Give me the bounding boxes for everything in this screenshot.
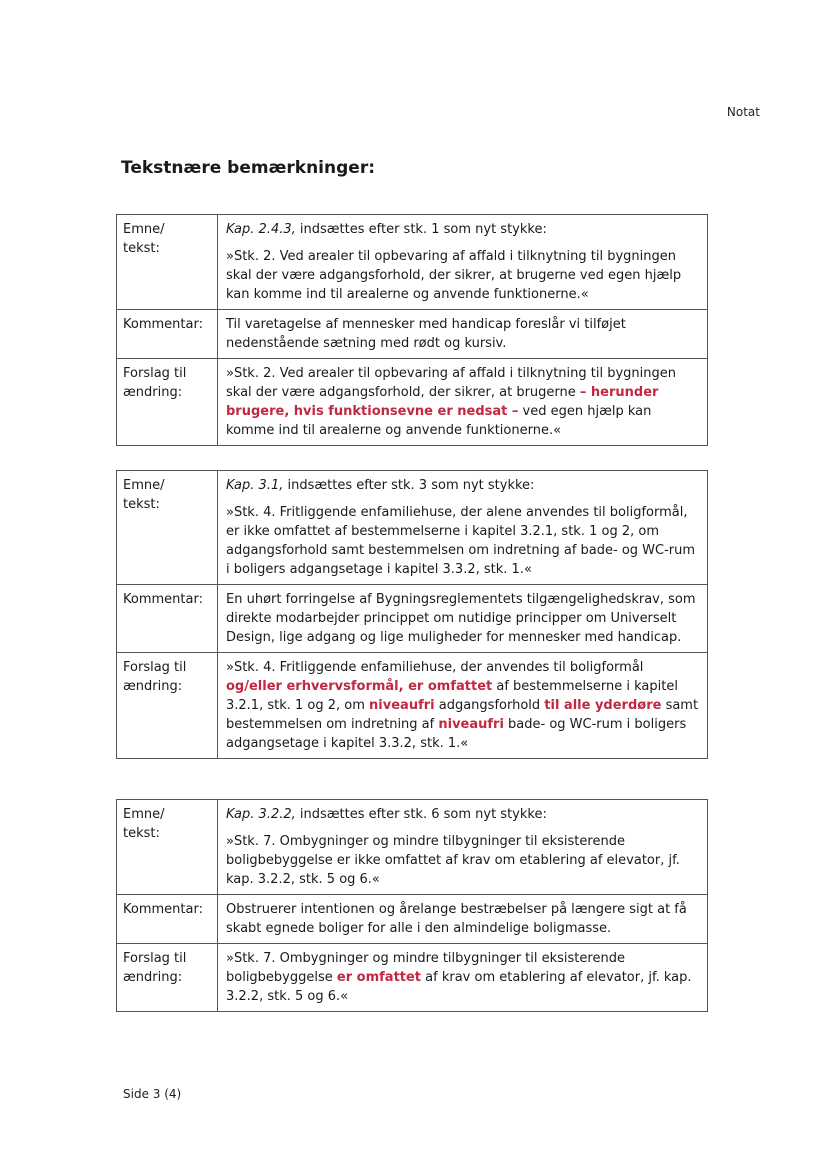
- forslag-segment: »Stk. 7. Ombygninger og mindre tilbygninger til eksisterende boligbebyggelse: [226, 951, 625, 985]
- forslag-text: [218, 944, 708, 1012]
- kommentar-label: Kommentar:: [117, 310, 218, 359]
- forslag-segment: »Stk. 4. Fritliggende enfamiliehuse, der anvendes til boligformål: [226, 660, 644, 675]
- header-note: Notat: [726, 105, 760, 119]
- forslag-label: Forslag til ændring:: [117, 359, 218, 446]
- emne-quote: »Stk. 2. Ved arealer til opbevaring af affald i tilknytning til bygningen skal der være adgangsforhold, der sikrer, at brugerne ved egen hjælp kan komme ind til arealerne og anvende funktionerne.«: [226, 249, 682, 302]
- highlighted-insertion: niveaufri: [369, 698, 435, 713]
- kommentar-text: Til varetagelse af mennesker med handicap foreslår vi tilføjet nedenstående sætning med rødt og kursiv.: [218, 310, 708, 359]
- highlighted-insertion: – herunder brugere, hvis funktionsevne er nedsat –: [226, 385, 659, 419]
- forslag-label: Forslag til ændring:: [117, 653, 218, 759]
- kommentar-label: Kommentar:: [117, 585, 218, 653]
- emne-label: Emne/ tekst:: [117, 215, 218, 310]
- remark-table: [116, 470, 708, 759]
- forslag-segment: adgangsforhold: [434, 698, 545, 713]
- forslag-segment: ved egen hjælp kan komme ind til arealerne og anvende funktionerne.«: [226, 404, 652, 438]
- emne-intro: indsættes efter stk. 1 som nyt stykke:: [295, 222, 547, 237]
- chapter-reference: Kap. 3.1,: [226, 478, 284, 493]
- emne-text: [218, 471, 708, 585]
- page-title: Tekstnære bemærkninger:: [121, 158, 375, 178]
- highlighted-insertion: og/eller erhvervsformål, er omfattet: [226, 679, 493, 694]
- kommentar-text: Obstruerer intentionen og årelange bestræbelser på længere sigt at få skabt egnede boliger for alle i den almindelige boligmasse.: [218, 895, 708, 944]
- kommentar-text: En uhørt forringelse af Bygningsreglementets tilgængelighedskrav, som direkte modarbejder princippet om nutidige principper om Universelt Design, lige adgang og lige muligheder for mennesker med handicap.: [218, 585, 708, 653]
- emne-label: Emne/ tekst:: [117, 800, 218, 895]
- emne-text: [218, 800, 708, 895]
- remark-table: [116, 214, 708, 446]
- remark-table: [116, 799, 708, 1012]
- highlighted-insertion: til alle yderdøre: [544, 698, 662, 713]
- emne-intro: indsættes efter stk. 3 som nyt stykke:: [283, 478, 535, 493]
- forslag-segment: af bestemmelserne i kapitel 3.2.1, stk. 1 og 2, om: [226, 679, 678, 713]
- forslag-segment: »Stk. 2. Ved arealer til opbevaring af affald i tilknytning til bygningen skal der være adgangsforhold, der sikrer, at brugerne: [226, 366, 677, 400]
- forslag-label: Forslag til ændring:: [117, 944, 218, 1012]
- emne-intro: indsættes efter stk. 6 som nyt stykke:: [295, 807, 547, 822]
- chapter-reference: Kap. 2.4.3,: [226, 222, 296, 237]
- forslag-segment: samt bestemmelsen om indretning af: [226, 698, 699, 732]
- forslag-text: [218, 359, 708, 446]
- emne-quote: »Stk. 4. Fritliggende enfamiliehuse, der alene anvendes til boligformål, er ikke omfattet af bestemmelserne i kapitel 3.2.1, stk. 1 og 2, om adgangsforhold samt bestemmelsen om indretning af bade- og WC-rum i boligers adgangsetage i kapitel 3.3.2, stk. 1.«: [226, 505, 696, 577]
- forslag-segment: af krav om etablering af elevator, jf. kap. 3.2.2, stk. 5 og 6.«: [226, 970, 692, 1004]
- highlighted-insertion: er omfattet: [336, 970, 422, 985]
- forslag-segment: bade- og WC-rum i boligers adgangsetage i kapitel 3.3.2, stk. 1.«: [226, 717, 687, 751]
- forslag-text: [218, 653, 708, 759]
- emne-quote: »Stk. 7. Ombygninger og mindre tilbygninger til eksisterende boligbebyggelse er ikke omfattet af krav om etablering af elevator, jf. kap. 3.2.2, stk. 5 og 6.«: [226, 834, 680, 887]
- highlighted-insertion: niveaufri: [438, 717, 504, 732]
- chapter-reference: Kap. 3.2.2,: [226, 807, 296, 822]
- kommentar-label: Kommentar:: [117, 895, 218, 944]
- emne-text: [218, 215, 708, 310]
- page-number: Side 3 (4): [123, 1087, 182, 1101]
- emne-label: Emne/ tekst:: [117, 471, 218, 585]
